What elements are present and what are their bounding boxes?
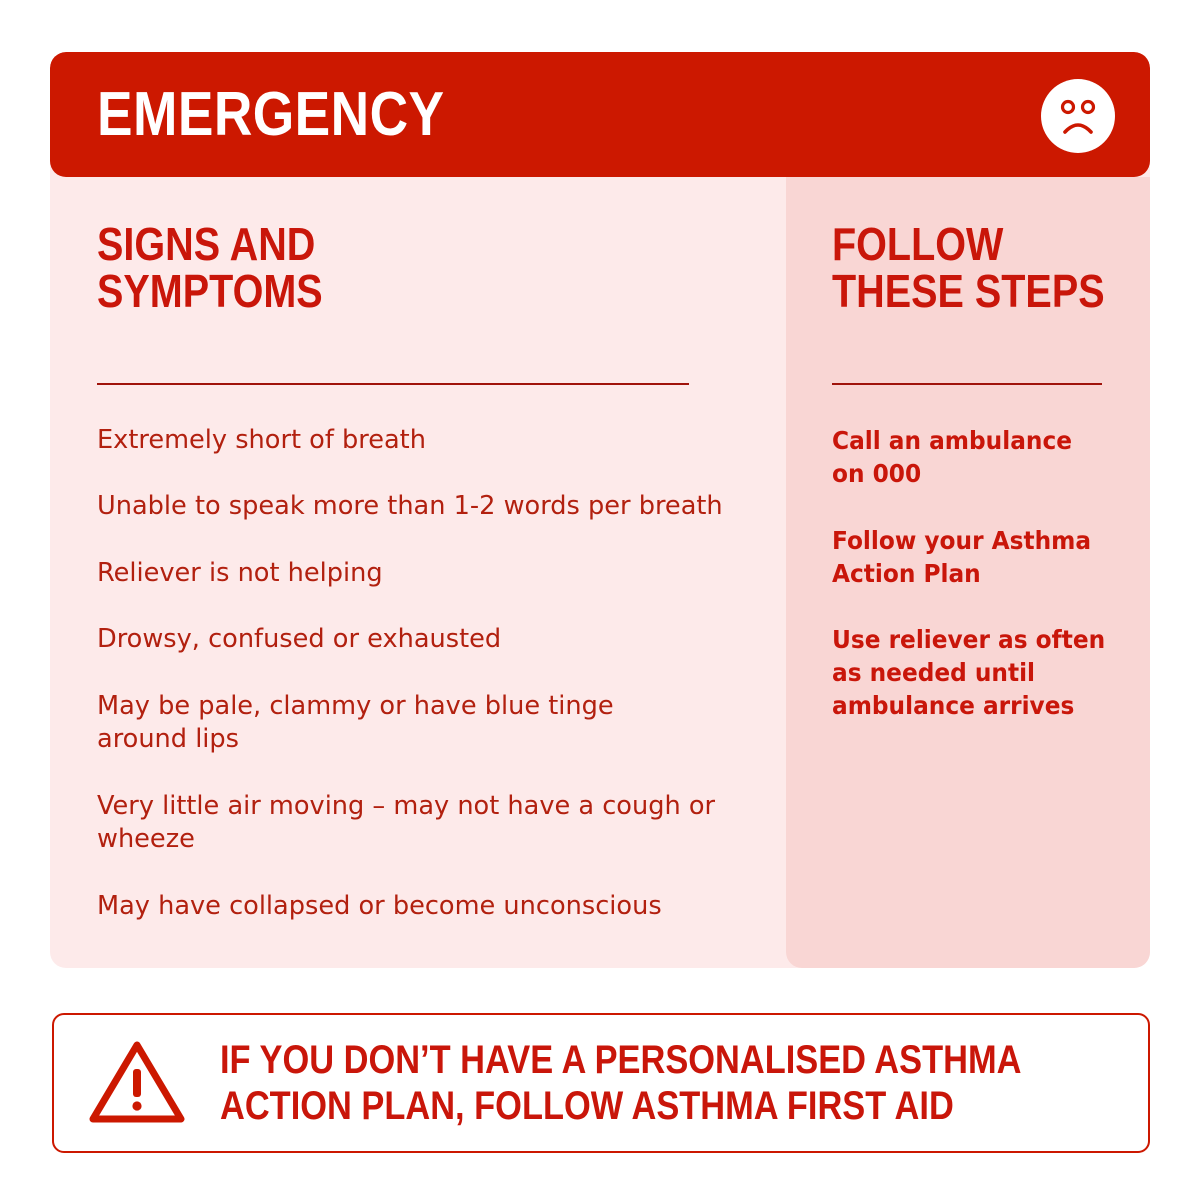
signs-and-symptoms-panel: [50, 177, 786, 968]
steps-heading-line1: FOLLOW: [832, 218, 1004, 270]
warning-triangle-icon: [88, 1039, 186, 1125]
step-item: Use reliever as often as needed until ambulance arrives: [832, 625, 1106, 720]
symptom-item: Unable to speak more than 1-2 words per breath: [97, 491, 723, 521]
emergency-card: [50, 52, 1150, 968]
follow-steps-panel: [786, 177, 1150, 968]
symptom-item: May have collapsed or become unconscious: [97, 891, 662, 921]
notice-text: [220, 1037, 1021, 1129]
sad-face-icon: [1040, 78, 1116, 154]
signs-heading-line2: SYMPTOMS: [97, 265, 323, 317]
symptom-item: May be pale, clammy or have blue tinge around lips: [97, 691, 614, 754]
header-title: EMERGENCY: [97, 80, 445, 149]
notice-line1: IF YOU DON’T HAVE A PERSONALISED ASTHMA: [220, 1038, 1022, 1082]
signs-divider: [97, 383, 689, 385]
step-item: Follow your Asthma Action Plan: [832, 526, 1092, 588]
symptom-item: Very little air moving – may not have a cough or wheeze: [97, 791, 716, 854]
signs-heading: [97, 218, 323, 317]
notice-line2: ACTION PLAN, FOLLOW ASTHMA FIRST AID: [220, 1084, 954, 1128]
steps-heading-line2: THESE STEPS: [832, 265, 1105, 317]
signs-heading-line1: SIGNS AND: [97, 218, 316, 270]
symptom-item: Extremely short of breath: [97, 425, 426, 455]
steps-divider: [832, 383, 1102, 385]
symptom-item: Reliever is not helping: [97, 558, 383, 588]
steps-heading: [832, 218, 1105, 317]
first-aid-notice: [52, 1013, 1150, 1153]
symptom-item: Drowsy, confused or exhausted: [97, 624, 502, 654]
emergency-header: [50, 52, 1150, 177]
step-item: Call an ambulance on 000: [832, 426, 1072, 488]
